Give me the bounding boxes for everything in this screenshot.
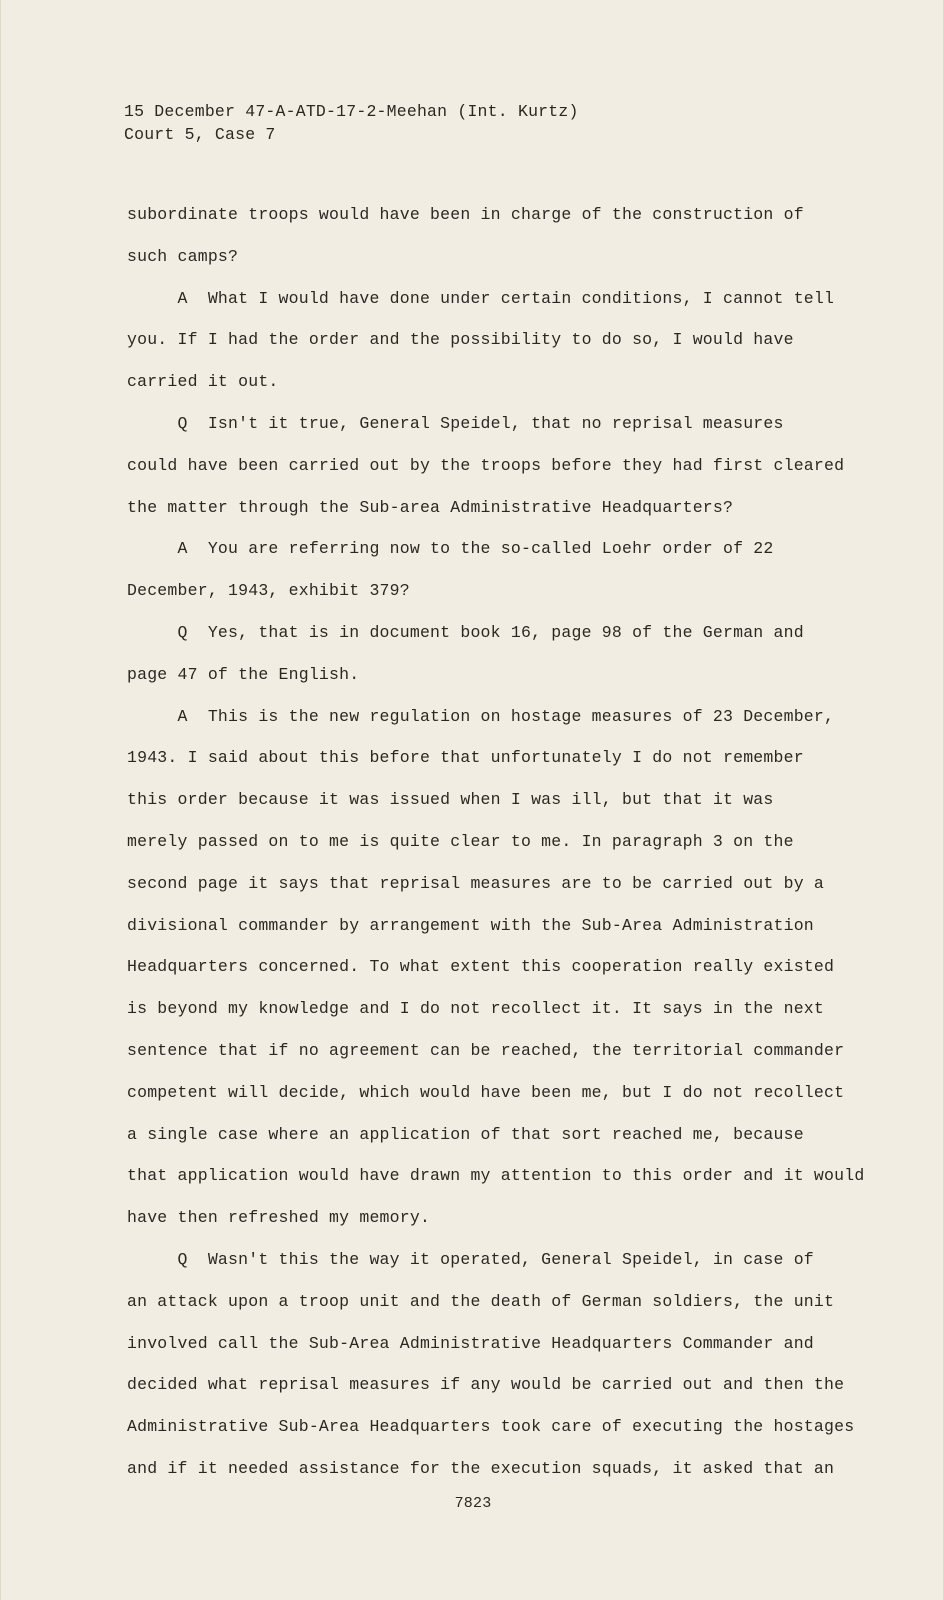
text-line: subordinate troops would have been in charge of the construction of bbox=[127, 205, 804, 224]
text-line: you. If I had the order and the possibility to do so, I would have bbox=[127, 330, 794, 350]
text-line: such camps? bbox=[127, 246, 239, 266]
header-line-date-case: 15 December 47-A-ATD-17-2-Meehan (Int. Kurtz) bbox=[124, 102, 579, 121]
text-line: Q Yes, that is in document book 16, page 98 of the German and bbox=[127, 622, 804, 642]
text-line: have then refreshed my memory. bbox=[127, 1208, 431, 1228]
text-line: A You are referring now to the so-called Loehr order of 22 bbox=[127, 539, 774, 559]
text-line: second page it says that reprisal measures are to be carried out by a bbox=[127, 873, 825, 893]
text-line: Q Wasn't this the way it operated, General Speidel, in case of bbox=[127, 1249, 814, 1269]
transcript-body bbox=[127, 204, 887, 1500]
header-line-court: Court 5, Case 7 bbox=[124, 125, 276, 144]
text-line: A What I would have done under certain conditions, I cannot tell bbox=[127, 288, 835, 308]
page-number: 7823 bbox=[454, 1495, 492, 1512]
text-line: divisional commander by arrangement with the Sub-Area Administration bbox=[127, 915, 814, 935]
text-line: and if it needed assistance for the execution squads, it asked that an bbox=[127, 1458, 835, 1478]
text-line: 1943. I said about this before that unfortunately I do not remember bbox=[127, 748, 804, 768]
text-line: competent will decide, which would have been me, but I do not recollect bbox=[127, 1082, 845, 1102]
text-line: a single case where an application of that sort reached me, because bbox=[127, 1124, 804, 1144]
text-line: that application would have drawn my attention to this order and it would bbox=[127, 1166, 865, 1186]
text-line: sentence that if no agreement can be reached, the territorial commander bbox=[127, 1040, 845, 1060]
page-header bbox=[124, 100, 579, 146]
text-line: this order because it was issued when I was ill, but that it was bbox=[127, 790, 774, 810]
text-line: Q Isn't it true, General Speidel, that no reprisal measures bbox=[127, 413, 784, 433]
text-line: is beyond my knowledge and I do not recollect it. It says in the next bbox=[127, 999, 825, 1019]
text-line: carried it out. bbox=[127, 372, 279, 392]
text-line: December, 1943, exhibit 379? bbox=[127, 581, 410, 601]
text-line: Headquarters concerned. To what extent this cooperation really existed bbox=[127, 957, 835, 977]
text-line: an attack upon a troop unit and the death of German soldiers, the unit bbox=[127, 1291, 835, 1311]
text-line: A This is the new regulation on hostage measures of 23 December, bbox=[127, 706, 835, 726]
text-line: decided what reprisal measures if any would be carried out and then the bbox=[127, 1375, 845, 1395]
text-line: merely passed on to me is quite clear to me. In paragraph 3 on the bbox=[127, 831, 794, 851]
text-line: the matter through the Sub-area Administrative Headquarters? bbox=[127, 497, 734, 517]
text-line: page 47 of the English. bbox=[127, 664, 360, 684]
text-line: Administrative Sub-Area Headquarters took care of executing the hostages bbox=[127, 1417, 855, 1437]
text-line: involved call the Sub-Area Administrative Headquarters Commander and bbox=[127, 1333, 814, 1353]
text-line: could have been carried out by the troops before they had first cleared bbox=[127, 455, 845, 475]
